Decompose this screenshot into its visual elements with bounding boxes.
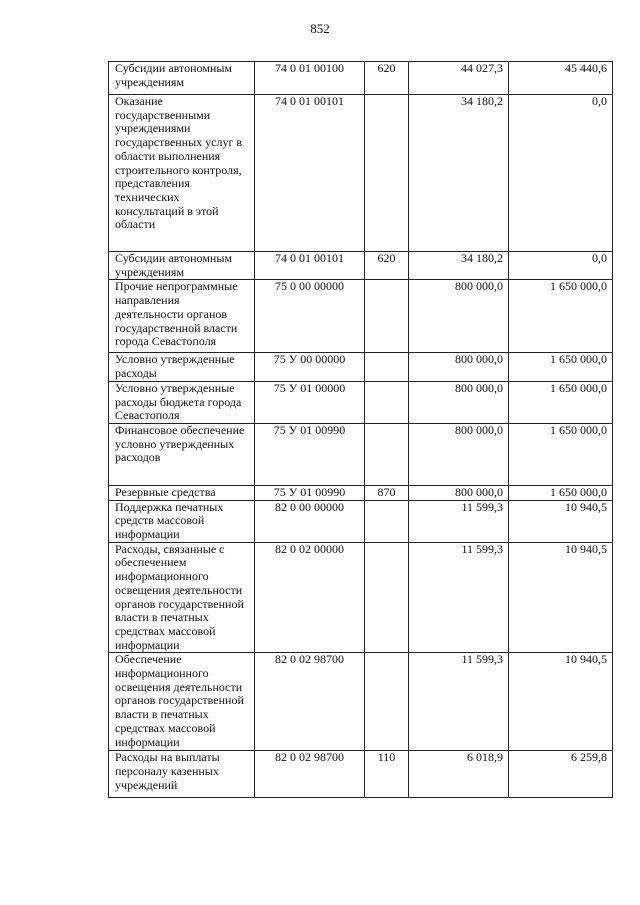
- row-code: 75 У 01 00000: [255, 381, 365, 423]
- row-name: Обеспечение информационного освещения деятельности органов государственной власти в печатных средствах массовой информации: [109, 653, 255, 751]
- row-value-1: 11 599,3: [409, 653, 509, 751]
- row-code: 82 0 02 00000: [255, 542, 365, 653]
- row-code: 74 0 01 00101: [255, 95, 365, 252]
- row-type: 620: [365, 252, 409, 280]
- row-name: Оказание государственными учреждениями государственных услуг в области выполнения строительного контроля, представления технических консультаций в этой области: [109, 95, 255, 252]
- row-value-2: 1 650 000,0: [509, 485, 613, 500]
- row-value-1: 11 599,3: [409, 542, 509, 653]
- table-row: [109, 653, 613, 751]
- page-number: 852: [310, 21, 330, 36]
- table-row: [109, 500, 613, 542]
- row-value-2: 45 440,6: [509, 62, 613, 95]
- row-name: Субсидии автономным учреждениям: [109, 252, 255, 280]
- row-name: Поддержка печатных средств массовой информации: [109, 500, 255, 542]
- row-name: Финансовое обеспечение условно утвержденных расходов: [109, 423, 255, 485]
- row-type: [365, 280, 409, 353]
- row-value-2: 1 650 000,0: [509, 423, 613, 485]
- table-row: [109, 95, 613, 252]
- table-row: [109, 280, 613, 353]
- row-code: 82 0 00 00000: [255, 500, 365, 542]
- row-code: 74 0 01 00100: [255, 62, 365, 95]
- row-value-1: 800 000,0: [409, 423, 509, 485]
- row-value-2: 10 940,5: [509, 542, 613, 653]
- row-name: Расходы, связанные с обеспечением информационного освещения деятельности органов государственной власти в печатных средствах массовой информации: [109, 542, 255, 653]
- row-code: 75 У 01 00990: [255, 423, 365, 485]
- table-row: [109, 751, 613, 798]
- table-row: [109, 381, 613, 423]
- budget-table: [108, 61, 613, 798]
- row-code: 75 У 01 00990: [255, 485, 365, 500]
- row-value-2: 6 259,8: [509, 751, 613, 798]
- row-type: [365, 353, 409, 381]
- row-type: [365, 95, 409, 252]
- row-name: Расходы на выплаты персоналу казенных учреждений: [109, 751, 255, 798]
- row-code: 75 0 00 00000: [255, 280, 365, 353]
- row-type: [365, 381, 409, 423]
- row-name: Субсидии автономным учреждениям: [109, 62, 255, 95]
- table-row: [109, 485, 613, 500]
- row-type: 620: [365, 62, 409, 95]
- row-type: 870: [365, 485, 409, 500]
- row-name: Резервные средства: [109, 485, 255, 500]
- row-value-1: 44 027,3: [409, 62, 509, 95]
- row-value-1: 800 000,0: [409, 353, 509, 381]
- table-row: [109, 62, 613, 95]
- row-code: 82 0 02 98700: [255, 653, 365, 751]
- row-code: 74 0 01 00101: [255, 252, 365, 280]
- row-type: [365, 653, 409, 751]
- row-type: [365, 542, 409, 653]
- row-value-1: 800 000,0: [409, 381, 509, 423]
- row-type: 110: [365, 751, 409, 798]
- row-value-2: 0,0: [509, 252, 613, 280]
- row-value-2: 10 940,5: [509, 653, 613, 751]
- row-name: Условно утвержденные расходы бюджета города Севастополя: [109, 381, 255, 423]
- row-value-2: 10 940,5: [509, 500, 613, 542]
- row-type: [365, 500, 409, 542]
- row-value-2: 1 650 000,0: [509, 280, 613, 353]
- row-value-1: 34 180,2: [409, 95, 509, 252]
- row-value-1: 11 599,3: [409, 500, 509, 542]
- row-value-1: 34 180,2: [409, 252, 509, 280]
- row-value-2: 1 650 000,0: [509, 353, 613, 381]
- row-value-1: 800 000,0: [409, 280, 509, 353]
- table-row: [109, 252, 613, 280]
- row-value-1: 800 000,0: [409, 485, 509, 500]
- row-value-1: 6 018,9: [409, 751, 509, 798]
- row-name: Условно утвержденные расходы: [109, 353, 255, 381]
- row-code: 82 0 02 98700: [255, 751, 365, 798]
- row-type: [365, 423, 409, 485]
- row-value-2: 1 650 000,0: [509, 381, 613, 423]
- table-row: [109, 542, 613, 653]
- row-code: 75 У 00 00000: [255, 353, 365, 381]
- row-value-2: 0,0: [509, 95, 613, 252]
- table-row: [109, 353, 613, 381]
- table-row: [109, 423, 613, 485]
- row-name: Прочие непрограммные направления деятельности органов государственной власти города Севастополя: [109, 280, 255, 353]
